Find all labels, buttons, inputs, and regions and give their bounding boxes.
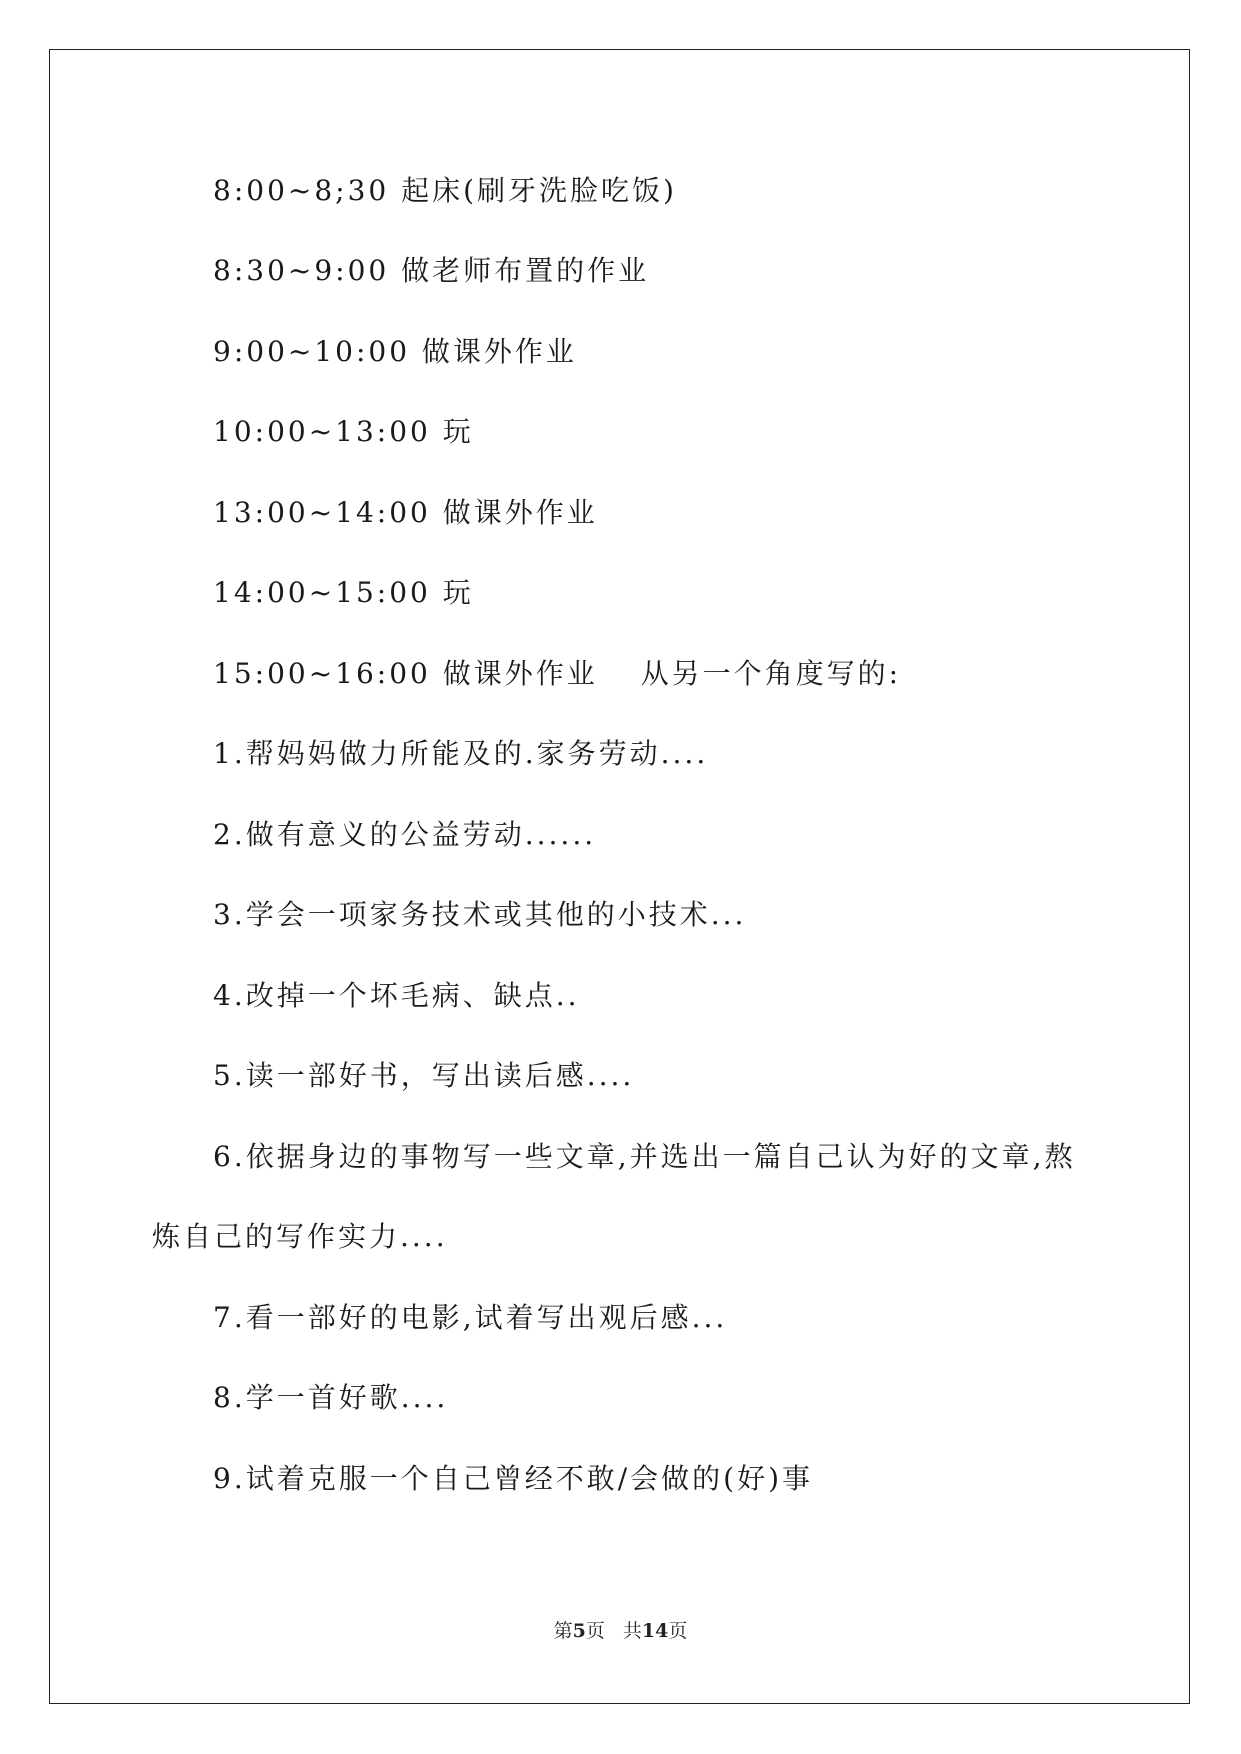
footer-total-suffix: 页 [668, 1620, 688, 1642]
footer-page-suffix: 页 [585, 1620, 605, 1642]
schedule-line: 13:00~14:00 做课外作业 [213, 496, 598, 529]
list-item: 2.做有意义的公益劳动...... [213, 818, 597, 851]
footer-total-prefix: 共 [622, 1620, 642, 1642]
list-item: 4.改掉一个坏毛病、缺点.. [213, 979, 580, 1012]
schedule-line: 15:00~16:00 做课外作业 从另一个角度写的: [213, 657, 902, 690]
total-pages-number: 14 [641, 1620, 669, 1642]
page-border [49, 49, 1190, 1704]
list-item: 5.读一部好书，写出读后感.... [213, 1059, 635, 1092]
schedule-line: 8:00~8;30 起床(刷牙洗脸吃饭) [213, 174, 677, 207]
schedule-line: 10:00~13:00 玩 [213, 415, 474, 448]
page-footer [0, 1616, 1241, 1643]
list-item: 9.试着克服一个自己曾经不敢/会做的(好)事 [213, 1462, 813, 1495]
schedule-line: 14:00~15:00 玩 [213, 576, 474, 609]
schedule-line: 9:00~10:00 做课外作业 [213, 335, 577, 368]
list-item: 8.学一首好歌.... [213, 1381, 449, 1414]
list-item: 6.依据身边的事物写一些文章,并选出一篇自己认为好的文章,熬 [213, 1140, 1076, 1173]
current-page-number: 5 [572, 1620, 586, 1642]
list-item: 3.学会一项家务技术或其他的小技术... [213, 898, 747, 931]
list-item: 1.帮妈妈做力所能及的.家务劳动.... [213, 737, 709, 770]
schedule-line: 8:30~9:00 做老师布置的作业 [213, 254, 650, 287]
footer-prefix: 第 [553, 1620, 573, 1642]
list-item: 7.看一部好的电影,试着写出观后感... [213, 1301, 728, 1334]
list-item-continuation: 炼自己的写作实力.... [152, 1220, 448, 1253]
